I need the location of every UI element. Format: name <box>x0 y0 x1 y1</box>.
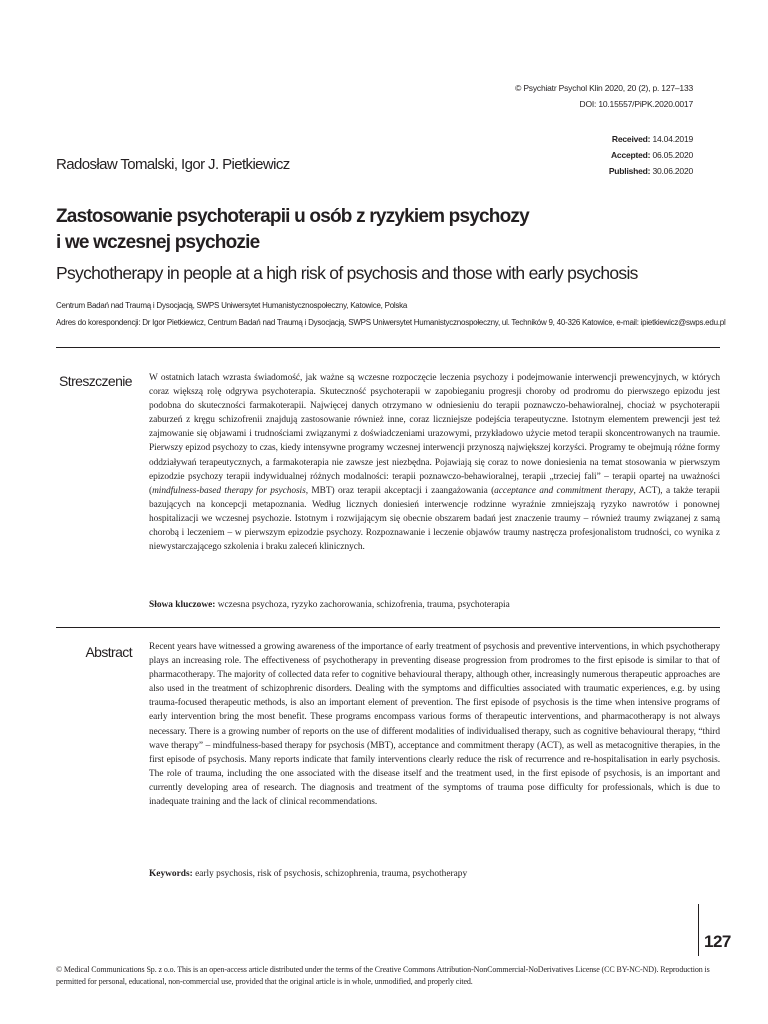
divider-middle <box>56 627 720 628</box>
accepted-date: Accepted: 06.05.2020 <box>610 150 693 160</box>
divider-top <box>56 347 720 348</box>
affiliation-block <box>56 297 726 331</box>
title-english: Psychotherapy in people at a high risk of psychosis and those with early psychosis <box>56 263 638 283</box>
published-date: Published: 30.06.2020 <box>608 166 693 176</box>
doi[interactable]: DOI: 10.15557/PiPK.2020.0017 <box>579 99 693 109</box>
title-polish <box>56 204 716 256</box>
title-polish-line-1: Zastosowanie psychoterapii u osób z ryzykiem psychozy <box>56 206 529 227</box>
abstract-keywords: Keywords: early psychosis, risk of psychosis, schizophrenia, trauma, psychotherapy <box>149 869 468 879</box>
title-polish-line-2: i we wczesnej psychozie <box>56 232 260 253</box>
affiliation: Centrum Badań nad Traumą i Dysocjacją, SWPS Uniwersytet Humanistycznospołeczny, Katowice, Polska <box>56 301 408 310</box>
streszczenie-keywords: Słowa kluczowe: wczesna psychoza, ryzyko zachorowania, schizofrenia, trauma, psychoterapia <box>149 600 510 610</box>
authors: Radosław Tomalski, Igor J. Pietkiewicz <box>56 156 290 173</box>
correspondence-address: Adres do korespondencji: Dr Igor Pietkiewicz, Centrum Badań nad Traumą i Dysocjacją, SWPS Uniwersytet Humanistycznospołeczny, ul. Techników 9, 40-326 Katowice, e-mail: ipietkiewicz@swps.edu.pl <box>56 318 726 327</box>
journal-citation: © Psychiatr Psychol Klin 2020, 20 (2), p. 127–133 <box>515 83 693 93</box>
citation-block <box>515 80 693 112</box>
license-notice: © Medical Communications Sp. z o.o. This is an open-access article distributed under the terms of the Creative Commons Attribution-NonCommercial-NoDerivatives License (CC BY-NC-ND). Reproduction is permitted for personal, educational, non-commercial use, provided that the original article is in whole, unmodified, and properly cited. <box>56 965 710 986</box>
abstract-text: Recent years have witnessed a growing awareness of the importance of early treatment of psychosis and preventive interventions, in which psychotherapy plays an increasing role. The effectiveness of psychotherapy in preventing disease progression from prodromes to the first episode is similar to that of pharmacotherapy. The majority of collected data refer to cognitive behavioural therapy, although other, increasingly numerous therapeutic approaches are also used in the treatment of schizophrenic disorders. Dealing with the symptoms and difficulties associated with traumatic experiences, e.g. by using trauma-focused therapeutic methods, is also an important element of prevention. The first episode of psychosis is the time when intensive programs of early intervention bring the most benefit. These programs encompass various forms of therapeutic interventions, and pharmacotherapy is not always necessary. There is a growing number of reports on the use of different modalities of individualised therapy, such as cognitive behavioural therapy, “third wave therapy” – mindfulness-based therapy for psychosis (MBT), acceptance and commitment therapy (ACT), as well as metacognitive therapies, in the first episode of psychosis. Many reports indicate that family interventions clearly reduce the risk of recurrence and re-hospitalisation in early psychosis. The role of trauma, including the one associated with the disease itself and the treatment used, in the first episode of psychosis, is an important and currently developing area of research. The diagnosis and treatment of the symptoms of trauma pose difficulty for professionals, which is due to inadequate training and the lack of clinical recommendations. <box>149 642 720 808</box>
article-dates <box>609 131 693 179</box>
streszczenie-text: W ostatnich latach wzrasta świadomość, jak ważne są wczesne rozpoczęcie leczenia psychozy i podejmowanie interwencji prewencyjnych, w których coraz większą rolę odgrywa psychoterapia. Skuteczność psychoterapii w zapobieganiu progresji choroby od prodromu do pierwszego epizodu jest podobna do skuteczności farmakoterapii. Najwięcej danych otrzymano w odniesieniu do terapii poznawczo-behawioralnej, chociaż w psychoterapii zaburzeń z kręgu schizofrenii znajdują zastosowanie również inne, coraz liczniejsze podejścia terapeutyczne. Istotnym elementem prewencji jest też zajmowanie się objawami i trudnościami związanymi z doświadczeniami urazowymi, przykładowo użycie metod terapii skoncentrowanych na traumie. Pierwszy epizod psychozy to czas, kiedy intensywne programy wczesnej interwencji przynoszą największej korzyści. Programy te obejmują różne formy oddziaływań terapeutycznych, a farmakoterapia nie zawsze jest niezbędna. Pojawiają się coraz to nowe doniesienia na temat stosowania w pierwszym epizodzie psychozy terapii indywidualnej różnych modalności: terapii poznawczo-behawioralnej, terapii „trzeciej fali” – terapii opartej na uważności (mindfulness-based therapy for psychosis, MBT) oraz terapii akceptacji i zaangażowania (acceptance and commitment therapy, ACT), a także terapii bazujących na koncepcji metapoznania. Według licznych doniesień interwencje rodzinne wyraźnie zmniejszają ryzyko nawrotów i ponownej hospitalizacji we wczesnej psychozie. Istotnym i rozwijającym się obecnie obszarem badań jest znaczenie traumy – również traumy związanej z samą chorobą i leczeniem – w pierwszym epizodzie psychozy. Rozpoznawanie i leczenie objawów traumy nastręcza profesjonalistom trudności, co wynika z niewystarczającego szkolenia i braku zaleceń klinicznych. <box>149 373 720 553</box>
streszczenie-heading: Streszczenie <box>59 373 132 389</box>
page-number: 127 <box>704 932 731 951</box>
page-number-bar <box>698 904 699 956</box>
received-date: Received: 14.04.2019 <box>611 134 693 144</box>
abstract-heading: Abstract <box>85 644 132 660</box>
